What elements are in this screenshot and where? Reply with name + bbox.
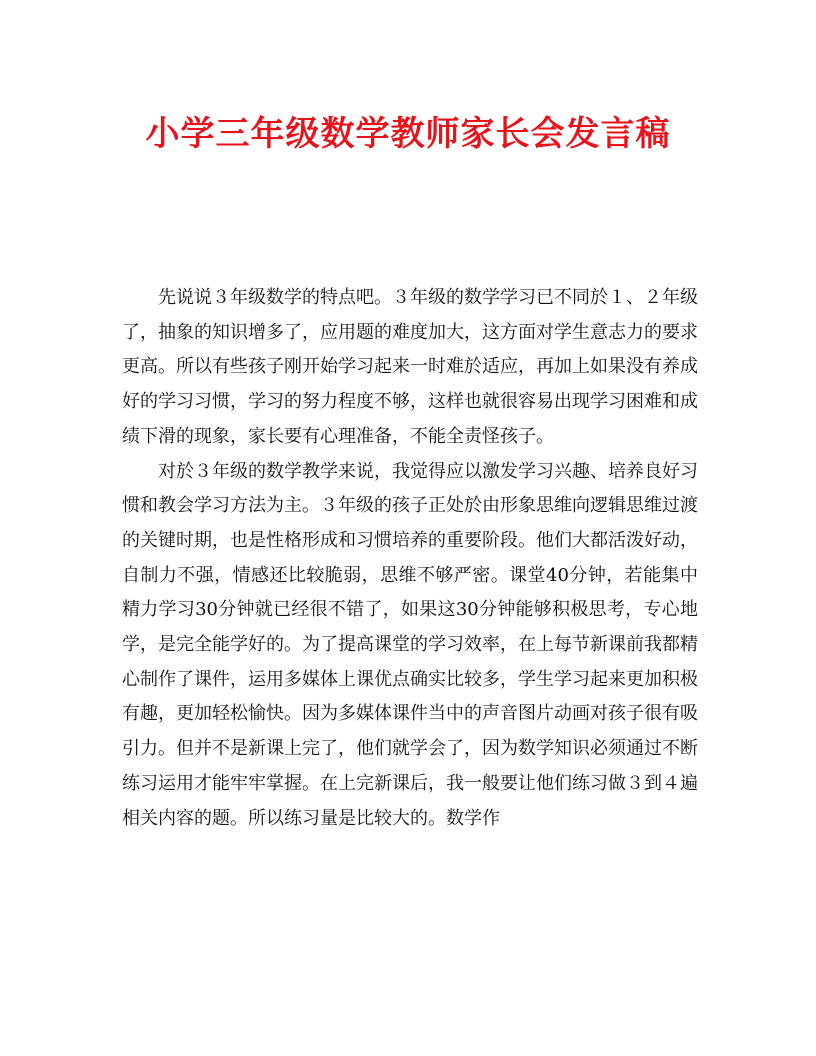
paragraph-1: 先说说３年级数学的特点吧。３年级的数学学习已不同於１、２年级了，抽象的知识增多了，应用题的难度加大，这方面对学生意志力的要求更高。所以有些孩子刚开始学习起来一时难於适应，再加上如果没有养成好的学习习惯，学习的努力程度不够，这样也就很容易出现学习困难和成绩下滑的现象，家长要有心理准备，不能全责怪孩子。 <box>122 287 698 447</box>
document-body <box>122 281 698 836</box>
document-title: 小学三年级数学教师家长会发言稿 <box>145 114 671 154</box>
paragraph-2: 对於３年级的数学教学来说，我觉得应以激发学习兴趣、培养良好习惯和教会学习方法为主。３年级的孩子正处於由形象思维向逻辑思维过渡的关键时期，也是性格形成和习惯培养的重要阶段。他们大都活泼好动，自制力不强，情感还比较脆弱，思维不够严密。课堂40分钟，若能集中精力学习30分钟就已经很不错了，如果这30分钟能够积极思考，专心地学，是完全能学好的。为了提高课堂的学习效率，在上每节新课前我都精心制作了课件，运用多媒体上课优点确实比较多，学生学习起来更加积极有趣，更加轻松愉快。因为多媒体课件当中的声音图片动画对孩子很有吸引力。但并不是新课上完了，他们就学会了，因为数学知识必须通过不断练习运用才能牢牢掌握。在上完新课后，我一般要让他们练习做３到４遍相关内容的题。所以练习量是比较大的。数学作 <box>122 460 698 829</box>
